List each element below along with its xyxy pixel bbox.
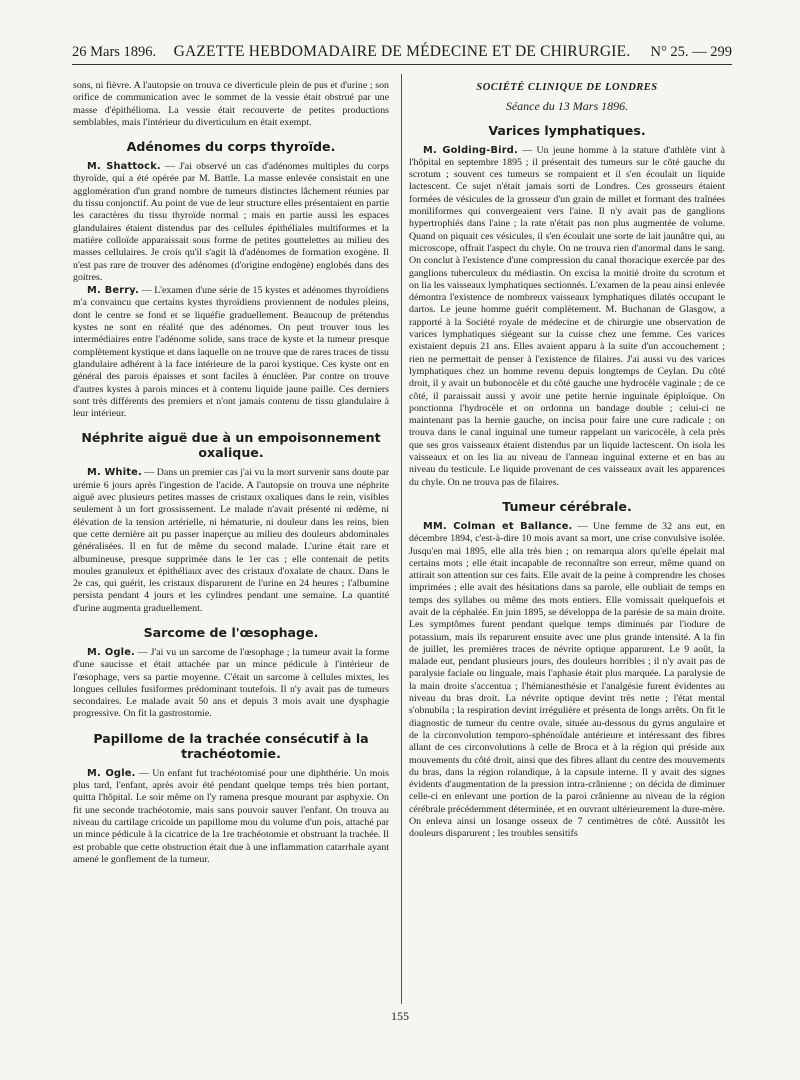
- section-title-varices: Varices lymphatiques.: [488, 122, 646, 138]
- paragraph-colman-ballance: [409, 521, 725, 841]
- author-ogle: M. Ogle.: [87, 767, 136, 779]
- header-date: 26 Mars 1896.: [72, 44, 157, 60]
- column-divider: [401, 74, 402, 1004]
- text-ogle-papillome: — Un enfant fut trachéotomisé pour une diphthérie. Un mois plus tard, l'enfant, après avoir été pendant quelque temps très bien portant, quitta l'hôpital. Le soir même on l'y ramena presque mourant par asphyxie. On fit une seconde trachéotomie, mais sans pouvoir sauver l'enfant. On trouva au niveau du cartilage cricoïde un papillome mou du volume d'un pois, attaché par un mince pédicule à la cicatrice de la 1re trachéotomie et obstruant la trachée. Il est probable que cette obstruction était due à une inflammation catarrhale ayant amené le gonflement de la tumeur.: [73, 767, 389, 865]
- text-golding-bird: — Un jeune homme à la stature d'athlète vint à l'hôpital en septembre 1895 ; il présentait des tumeurs sur le côté gauche du scrotum ; souvent ces tumeurs se rompaient et il s'en écoulait un liquide lactescent. Ce sujet n'était jamais sorti de Londres. Ces grosseurs étaient formées de vésicules de la grosseur d'un grain de millet et formant des traînées moniliformes qui convergeaient vers l'aine. Il n'y avait pas de ganglions hypertrophiés dans l'aine ; la rate n'était pas non plus augmentée de volume. Quand on piquait ces vésicules, il s'en écoulait une sorte de lait jaunâtre qui, au microscope, offrait l'aspect du chyle. On ne trouva rien d'anormal dans le sang. On conclut à l'existence d'une compression du canal thoracique exercée par des ganglions tuberculeux du médiastin. On excisa la moitié droite du scrotum et on lia les vaisseaux lymphatiques sectionnés. L'examen de la peau ainsi enlevée démontra l'existence de nombreux vaisseaux lymphatiques dilatés occupant le dartos. Le jeune homme guérit complètement. M. Buchanan de Glasgow, a rapporté à la Société royale de médecine et de chirurgie une observation de varices lymphatiques siégeant sur la cuisse chez une femme. Ces varices existaient depuis 21 ans. Elles avaient apparu à la suite d'un accouchement ; rien ne permettait de penser à l'existence de filaires. J'ai aussi vu des varices lymphatiques chez un homme revenu depuis longtemps de Ceylan. Du côté droit, il y avait un bubonocèle et du côté gauche une hydrocèle vaginale ; de ce côté, il paraissait aussi y avoir une petite hernie inguinale épiploïque. On ponctionna l'hydrocèle et on ordonna un bandage double ; celui-ci ne maintenant pas la hernie gauche, on incisa pour faire une cure radicale ; on trouva dans le canal inguinal une tumeur rappelant un varicocèle, à cela près que ses gros vaisseaux étaient distendus par un liquide lactescent. On isola les vaisseaux et on les lia au niveau de l'anneau inguinal externe et en bas au niveau du testicule. Le liquide provenant de ces vaisseaux avait les apparences du chyle. On ne trouva pas de filaires.: [409, 144, 726, 488]
- journal-title: GAZETTE HEBDOMADAIRE DE MÉDECINE ET DE CHIRURGIE.: [173, 43, 631, 60]
- session-date: Séance du 13 Mars 1896.: [505, 99, 629, 114]
- page-header: [72, 42, 732, 65]
- author-ogle: M. Ogle.: [87, 646, 135, 658]
- section-title-sarcome: Sarcome de l'œsophage.: [143, 624, 319, 640]
- paragraph-golding-bird: [409, 145, 725, 489]
- left-column: [73, 80, 389, 867]
- paragraph-white: [73, 467, 389, 615]
- intro-paragraph: sons, ni fièvre. A l'autopsie on trouva ce diverticule plein de pus et d'urine ; son orifice de communication avec le sommet de la vessie était obstrué par une masse d'épithélioma. La vessie était recouverte de petites productions semblables, mais l'intérieur du diverticulum en était exempt.: [73, 80, 389, 128]
- author-berry: M. Berry.: [87, 285, 139, 297]
- author-colman-ballance: MM. Colman et Ballance.: [423, 520, 573, 532]
- paragraph-berry: [73, 285, 389, 420]
- text-berry: — L'examen d'une série de 15 kystes et adénomes thyroïdiens m'a convaincu que certains kystes thyroïdiens proviennent de nodules pleins, dont le centre se fond et se liquéfie graduellement. Beaucoup de prétendus kystes ne sont en réalité que des adénomes. On peut trouver tous les intermédiaires entre l'adénome solide, sans trace de kyste et la tumeur presque complètement kystique et dans laquelle on ne trouve que de rares traces de tissu glandulaire adhérent à la face intérieure de la paroi kystique. Ces kyste ont en général des parois épaisses et sont faciles à énucléer. Par contre on trouve d'autres kystes à parois minces et à contenu liquide jaune paille. Ces derniers sont très différents des premiers et n'ont jamais contenu de tissu glandulaire à leur intérieur.: [73, 285, 390, 420]
- text-ogle-sarcome: — J'ai vu un sarcome de l'œsophage ; la tumeur avait la forme d'une saucisse et était attachée par un mince pédicule à l'intérieur de l'œsophage, vers sa partie moyenne. C'était un sarcome à cellules mixtes, les longues cellules fusiformes prédominant toutefois. Il n'y avait pas de tumeurs secondaires. Le malade avait 50 ans et depuis 3 mois avait une dysphagie progressive. On fit la gastrostomie.: [73, 646, 390, 720]
- paragraph-ogle-papillome: [73, 768, 389, 866]
- text-white: — Dans un premier cas j'ai vu la mort survenir sans doute par urémie 6 jours après l'ingestion de l'acide. A l'autopsie on trouva une néphrite aiguë avec plusieurs petites masses de cristaux oxaliques dans le rein, visibles seulement à un fort grossissement. Le malade n'avait présenté ni œdème, ni élévation de la tension artérielle, ni hématurie, ni douleur dans les reins, bien que cette dernière ait pu passer inaperçue au milieu des douleurs abdominales généralisées. Il en fut de même du second malade. L'urine était rare et albumineuse, presque supprimée dans le 1er cas ; elle contenait de petits moules granuleux et épithéliaux avec des cristaux d'oxalate de chaux. Dans le 2e cas, qui guérit, les cristaux disparurent de l'urine en 24 heures ; l'albumine persista pendant 4 jours et les cylindres pendant une semaine. La quantité d'urine augmenta graduellement.: [73, 467, 390, 614]
- section-title-nephrite: Néphrite aiguë due à un empoisonnement oxalique.: [81, 430, 381, 461]
- section-title-papillome: Papillome de la trachée consécutif à la trachéotomie.: [93, 730, 369, 761]
- page-folio: 155: [391, 1009, 409, 1023]
- society-heading: SOCIÉTÉ CLINIQUE DE LONDRES: [476, 82, 658, 93]
- author-white: M. White.: [87, 467, 142, 479]
- paragraph-shattock: [73, 161, 389, 284]
- paragraph-ogle-sarcome: [73, 647, 389, 721]
- text-shattock: — J'ai observé un cas d'adénomes multiples du corps thyroïde, qui a été opérée par M. Battle. La masse enlevée consistait en une agglomération d'un grand nombre de tumeurs distinctes lâchement réunies par du tissu conjonctif. Au point de vue de leur structure elles présentaient en partie les caractères du tissu thyroïde normal ; mais en partie aussi les espaces glandulaires étaient distendus par des cellules épithéliales multiformes et la matière colloïde apparaissait sous forme de petites gouttelettes au milieu des masses cellulaires. Je crois qu'il s'agit là d'adénomes de formation exogène. Il n'est pas rare de trouver des adénomes (d'origine endogène) englobés dans des goitres.: [73, 161, 389, 283]
- section-title-adenomes: Adénomes du corps thyroïde.: [126, 139, 336, 155]
- author-shattock: M. Shattock.: [87, 161, 161, 173]
- author-golding-bird: M. Golding-Bird.: [423, 144, 518, 156]
- issue-page-number: N° 25. — 299: [650, 44, 732, 60]
- right-column: [409, 80, 725, 842]
- text-colman-ballance: — Une femme de 32 ans eut, en décembre 1894, c'est-à-dire 10 mois avant sa mort, une crise convulsive isolée. Jusqu'en mai 1895, elle alla très bien ; on remarqua alors qu'elle épelait mal certains mots ; elle était incapable de reconnaître son erreur, même quand on attirait son attention sur ces faits. Elle avait de la peine à comprendre les choses imprimées ; elle avait des hésitations dans sa parole, elle oubliait de temps en temps des syllabes ou même des mots entiers. Elle vomissait quelquefois et avait de la céphalée. En juin 1895, se développa de la parésie de sa main droite. Les symptômes furent pendant quelque temps diminués par l'iodure de potassium, mais ils reparurent ensuite avec une plus grande intensité. A la fin de juillet, les premières traces de névrite optique apparurent. Le 9 août, la malade eut, pendant plusieurs jours, des douleurs horribles ; il n'y avait pas de paralysie faciale ou linguale, mais l'aphasie était plus marquée. La paralysie de la main droite s'accentua ; l'hémianesthésie et l'analgésie furent évidentes au niveau du bras droit. La névrite optique devint très nette ; l'état mental s'obnubila ; la respiration devint irrégulière et présenta de longs arrêts. On fit le diagnostic de tumeur du centre ovale, située au-dessous du gyrus angulaire et de la circonvolution temporo-sphénoïdale antérieure et intéressant des fibres allant de ces circonvolutions à celle de Broca et à la région qui préside aux mouvements du côté droit, ainsi que des fibres allant du centre des mouvements du bras, dans la région rolandique, à la capsule interne. Il y avait des signes évidents d'augmentation de la pression intra-crânienne ; on décida de diminuer celle-ci en enlevant une portion de la paroi crânienne au niveau de la région cérébrale précédemment déterminée, et en ouvrant ultérieurement la dure-mère. On enleva ainsi un losange osseux de 7 centimètres de côté. Aussitôt les douleurs disparurent ; les troubles sensitifs: [409, 520, 725, 840]
- section-title-tumeur: Tumeur cérébrale.: [502, 498, 632, 514]
